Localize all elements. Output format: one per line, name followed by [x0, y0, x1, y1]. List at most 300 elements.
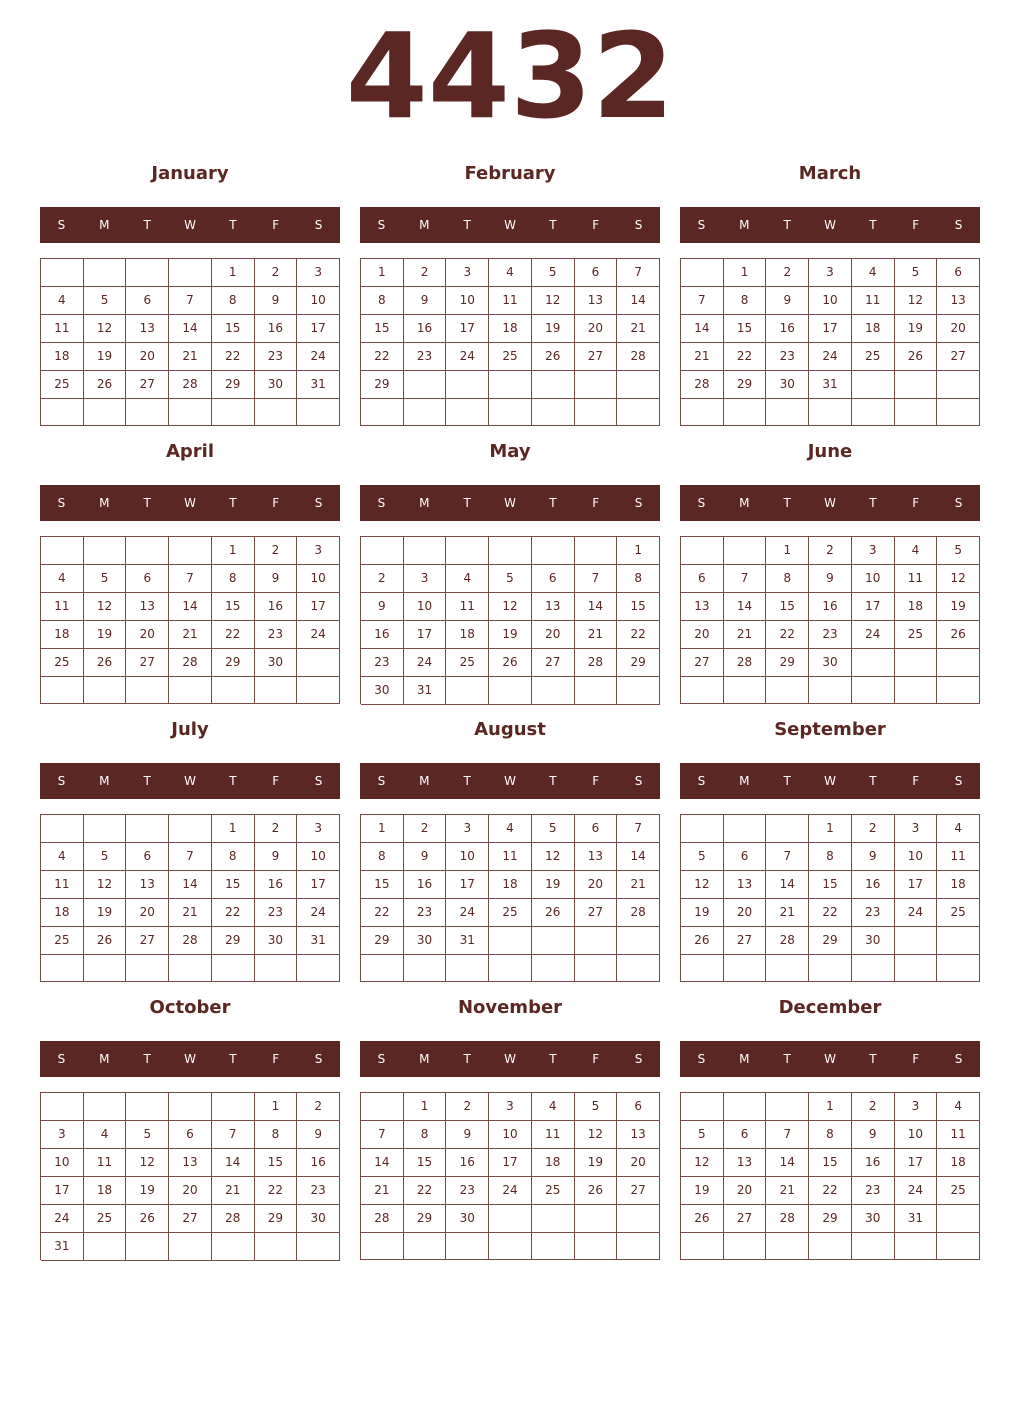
- empty-day-cell: [212, 1093, 255, 1121]
- empty-day-cell: [297, 1233, 340, 1261]
- empty-day-cell: [617, 1233, 660, 1260]
- day-cell: 29: [809, 927, 852, 955]
- day-cell: 8: [404, 1121, 447, 1149]
- empty-day-cell: [169, 537, 212, 565]
- day-cell: 25: [895, 621, 938, 649]
- weekday-label: S: [697, 496, 706, 510]
- empty-day-cell: [297, 677, 340, 704]
- day-cell: 19: [532, 315, 575, 343]
- day-cell: 16: [255, 871, 298, 899]
- day-cell: 2: [361, 565, 404, 593]
- empty-day-cell: [84, 537, 127, 565]
- day-cell: 4: [84, 1121, 127, 1149]
- month-name: March: [798, 163, 862, 184]
- weekday-header: [360, 763, 660, 799]
- day-cell: 30: [404, 927, 447, 955]
- empty-day-cell: [41, 955, 84, 982]
- day-cell: 4: [532, 1093, 575, 1121]
- day-cell: 15: [766, 593, 809, 621]
- weekday-label: S: [314, 774, 323, 788]
- empty-day-cell: [895, 649, 938, 677]
- day-cell: 2: [297, 1093, 340, 1121]
- day-cell: 17: [489, 1149, 532, 1177]
- day-cell: 3: [895, 1093, 938, 1121]
- weekday-label: F: [592, 218, 600, 232]
- weekday-label: S: [634, 218, 643, 232]
- day-cell: 25: [41, 649, 84, 677]
- day-cell: 13: [681, 593, 724, 621]
- weekday-label: M: [419, 496, 430, 510]
- day-cell: 3: [852, 537, 895, 565]
- weekday-label: F: [912, 774, 920, 788]
- empty-day-cell: [617, 677, 660, 705]
- day-cell: 4: [41, 843, 84, 871]
- day-cell: 19: [532, 871, 575, 899]
- day-cell: 18: [489, 871, 532, 899]
- empty-day-cell: [895, 955, 938, 982]
- empty-day-cell: [169, 815, 212, 843]
- month-name: January: [151, 163, 229, 184]
- day-cell: 7: [766, 1121, 809, 1149]
- day-cell: 19: [937, 593, 980, 621]
- day-cell: 2: [255, 259, 298, 287]
- day-cell: 21: [361, 1177, 404, 1205]
- day-cell: 10: [895, 1121, 938, 1149]
- day-cell: 28: [681, 371, 724, 399]
- day-cell: 14: [169, 871, 212, 899]
- empty-day-cell: [895, 1233, 938, 1260]
- day-cell: 28: [766, 927, 809, 955]
- weekday-label: W: [824, 1052, 836, 1066]
- day-cell: 15: [212, 593, 255, 621]
- day-cell: 16: [809, 593, 852, 621]
- day-cell: 1: [255, 1093, 298, 1121]
- day-cell: 24: [297, 621, 340, 649]
- day-cell: 14: [361, 1149, 404, 1177]
- weekday-label: S: [57, 1052, 66, 1066]
- day-cell: 2: [404, 259, 447, 287]
- empty-day-cell: [126, 1233, 169, 1261]
- day-grid: [680, 814, 980, 982]
- day-cell: 7: [361, 1121, 404, 1149]
- day-cell: 13: [126, 593, 169, 621]
- empty-day-cell: [681, 1233, 724, 1260]
- day-cell: 2: [852, 815, 895, 843]
- day-cell: 13: [575, 287, 618, 315]
- day-cell: 28: [575, 649, 618, 677]
- day-cell: 29: [212, 371, 255, 399]
- day-cell: 16: [361, 621, 404, 649]
- day-cell: 29: [212, 649, 255, 677]
- empty-day-cell: [126, 955, 169, 982]
- weekday-label: S: [697, 218, 706, 232]
- day-cell: 11: [489, 287, 532, 315]
- day-cell: 17: [895, 1149, 938, 1177]
- day-cell: 31: [446, 927, 489, 955]
- empty-day-cell: [489, 399, 532, 426]
- day-cell: 13: [937, 287, 980, 315]
- day-cell: 17: [852, 593, 895, 621]
- day-cell: 1: [724, 259, 767, 287]
- day-cell: 5: [84, 843, 127, 871]
- day-cell: 13: [575, 843, 618, 871]
- day-cell: 6: [681, 565, 724, 593]
- day-cell: 28: [617, 899, 660, 927]
- empty-day-cell: [84, 259, 127, 287]
- empty-day-cell: [41, 677, 84, 704]
- day-cell: 15: [361, 315, 404, 343]
- day-cell: 1: [766, 537, 809, 565]
- empty-day-cell: [446, 1233, 489, 1260]
- day-cell: 25: [937, 1177, 980, 1205]
- empty-day-cell: [532, 537, 575, 565]
- empty-day-cell: [852, 371, 895, 399]
- empty-day-cell: [575, 927, 618, 955]
- weekday-label: T: [229, 496, 237, 510]
- day-cell: 8: [809, 843, 852, 871]
- empty-day-cell: [446, 677, 489, 705]
- weekday-header: [360, 1041, 660, 1077]
- day-cell: 23: [809, 621, 852, 649]
- day-cell: 23: [766, 343, 809, 371]
- empty-day-cell: [809, 1233, 852, 1260]
- day-cell: 18: [41, 621, 84, 649]
- weekday-label: S: [634, 774, 643, 788]
- day-cell: 24: [297, 899, 340, 927]
- day-cell: 10: [41, 1149, 84, 1177]
- weekday-label: T: [549, 774, 557, 788]
- day-grid: [360, 258, 660, 426]
- day-cell: 12: [575, 1121, 618, 1149]
- day-cell: 19: [126, 1177, 169, 1205]
- day-cell: 23: [852, 899, 895, 927]
- day-cell: 15: [212, 315, 255, 343]
- day-cell: 6: [126, 843, 169, 871]
- empty-day-cell: [809, 677, 852, 704]
- month-name: April: [165, 441, 215, 462]
- day-grid: [40, 536, 340, 704]
- day-cell: 1: [809, 1093, 852, 1121]
- empty-day-cell: [84, 1093, 127, 1121]
- day-cell: 8: [361, 287, 404, 315]
- day-cell: 30: [766, 371, 809, 399]
- day-cell: 22: [255, 1177, 298, 1205]
- empty-day-cell: [255, 1233, 298, 1261]
- day-cell: 7: [617, 815, 660, 843]
- day-cell: 26: [681, 1205, 724, 1233]
- weekday-label: S: [377, 774, 386, 788]
- day-cell: 24: [446, 899, 489, 927]
- day-cell: 6: [126, 565, 169, 593]
- day-cell: 4: [852, 259, 895, 287]
- day-cell: 14: [169, 315, 212, 343]
- weekday-label: W: [504, 1052, 516, 1066]
- weekday-label: T: [783, 774, 791, 788]
- day-cell: 26: [489, 649, 532, 677]
- day-cell: 10: [895, 843, 938, 871]
- day-cell: 1: [809, 815, 852, 843]
- weekday-label: W: [504, 774, 516, 788]
- empty-day-cell: [169, 677, 212, 704]
- empty-day-cell: [84, 815, 127, 843]
- day-cell: 9: [297, 1121, 340, 1149]
- month-name: October: [149, 997, 231, 1018]
- weekday-label: T: [783, 218, 791, 232]
- day-cell: 11: [446, 593, 489, 621]
- day-cell: 18: [937, 1149, 980, 1177]
- day-cell: 31: [895, 1205, 938, 1233]
- day-cell: 7: [169, 843, 212, 871]
- weekday-label: T: [869, 496, 877, 510]
- weekday-label: M: [99, 218, 110, 232]
- empty-day-cell: [937, 649, 980, 677]
- empty-day-cell: [681, 677, 724, 704]
- day-cell: 28: [724, 649, 767, 677]
- weekday-header: [360, 207, 660, 243]
- day-cell: 28: [766, 1205, 809, 1233]
- day-cell: 28: [361, 1205, 404, 1233]
- weekday-label: S: [314, 218, 323, 232]
- day-cell: 28: [617, 343, 660, 371]
- day-cell: 25: [41, 371, 84, 399]
- day-cell: 25: [852, 343, 895, 371]
- day-cell: 20: [532, 621, 575, 649]
- month-name: June: [807, 441, 853, 462]
- day-cell: 12: [681, 871, 724, 899]
- day-cell: 5: [126, 1121, 169, 1149]
- day-cell: 25: [84, 1205, 127, 1233]
- empty-day-cell: [255, 399, 298, 426]
- day-cell: 26: [681, 927, 724, 955]
- day-cell: 14: [575, 593, 618, 621]
- day-cell: 31: [41, 1233, 84, 1261]
- day-cell: 3: [297, 537, 340, 565]
- empty-day-cell: [617, 927, 660, 955]
- day-cell: 11: [852, 287, 895, 315]
- day-cell: 17: [297, 315, 340, 343]
- weekday-label: S: [377, 218, 386, 232]
- day-cell: 4: [937, 815, 980, 843]
- empty-day-cell: [766, 1233, 809, 1260]
- day-cell: 17: [297, 593, 340, 621]
- empty-day-cell: [41, 537, 84, 565]
- day-cell: 6: [937, 259, 980, 287]
- day-grid: [360, 1092, 660, 1260]
- empty-day-cell: [404, 955, 447, 982]
- day-cell: 12: [126, 1149, 169, 1177]
- weekday-label: S: [57, 774, 66, 788]
- day-cell: 27: [126, 927, 169, 955]
- day-cell: 16: [766, 315, 809, 343]
- empty-day-cell: [724, 537, 767, 565]
- day-cell: 16: [852, 871, 895, 899]
- day-cell: 21: [169, 899, 212, 927]
- empty-day-cell: [852, 649, 895, 677]
- day-cell: 22: [361, 343, 404, 371]
- day-cell: 11: [489, 843, 532, 871]
- empty-day-cell: [575, 399, 618, 426]
- weekday-label: T: [143, 774, 151, 788]
- day-cell: 29: [809, 1205, 852, 1233]
- day-cell: 1: [361, 815, 404, 843]
- day-cell: 19: [895, 315, 938, 343]
- day-cell: 22: [724, 343, 767, 371]
- day-cell: 27: [126, 649, 169, 677]
- day-cell: 18: [895, 593, 938, 621]
- weekday-header: [40, 207, 340, 243]
- day-cell: 19: [575, 1149, 618, 1177]
- empty-day-cell: [681, 815, 724, 843]
- empty-day-cell: [489, 1233, 532, 1260]
- empty-day-cell: [617, 955, 660, 982]
- day-cell: 24: [809, 343, 852, 371]
- day-cell: 7: [212, 1121, 255, 1149]
- day-cell: 9: [255, 287, 298, 315]
- day-cell: 13: [169, 1149, 212, 1177]
- empty-day-cell: [489, 927, 532, 955]
- month-name: September: [774, 719, 886, 740]
- empty-day-cell: [532, 677, 575, 705]
- day-cell: 20: [169, 1177, 212, 1205]
- day-cell: 9: [852, 1121, 895, 1149]
- day-cell: 18: [532, 1149, 575, 1177]
- empty-day-cell: [617, 1205, 660, 1233]
- day-cell: 29: [724, 371, 767, 399]
- weekday-label: T: [463, 218, 471, 232]
- day-cell: 8: [766, 565, 809, 593]
- day-cell: 5: [681, 843, 724, 871]
- day-cell: 10: [446, 287, 489, 315]
- day-cell: 13: [617, 1121, 660, 1149]
- empty-day-cell: [681, 259, 724, 287]
- day-cell: 5: [681, 1121, 724, 1149]
- day-cell: 6: [575, 815, 618, 843]
- weekday-label: S: [954, 774, 963, 788]
- day-cell: 2: [766, 259, 809, 287]
- day-cell: 9: [404, 287, 447, 315]
- weekday-label: M: [419, 1052, 430, 1066]
- day-cell: 5: [84, 287, 127, 315]
- empty-day-cell: [681, 399, 724, 426]
- empty-day-cell: [766, 815, 809, 843]
- empty-day-cell: [404, 1233, 447, 1260]
- day-cell: 25: [532, 1177, 575, 1205]
- day-cell: 6: [575, 259, 618, 287]
- day-cell: 12: [84, 315, 127, 343]
- month-name: July: [171, 719, 209, 740]
- day-cell: 6: [724, 1121, 767, 1149]
- day-cell: 12: [532, 843, 575, 871]
- empty-day-cell: [212, 1233, 255, 1261]
- day-cell: 30: [446, 1205, 489, 1233]
- year-title: 4432: [345, 7, 675, 145]
- day-cell: 19: [84, 899, 127, 927]
- day-cell: 24: [41, 1205, 84, 1233]
- weekday-header: [680, 1041, 980, 1077]
- weekday-label: W: [184, 1052, 196, 1066]
- day-cell: 26: [532, 343, 575, 371]
- empty-day-cell: [446, 399, 489, 426]
- day-cell: 20: [126, 343, 169, 371]
- weekday-label: M: [739, 774, 750, 788]
- day-cell: 8: [212, 287, 255, 315]
- day-cell: 19: [84, 621, 127, 649]
- day-cell: 27: [575, 343, 618, 371]
- day-cell: 3: [489, 1093, 532, 1121]
- day-cell: 23: [255, 621, 298, 649]
- empty-day-cell: [575, 677, 618, 705]
- empty-day-cell: [937, 371, 980, 399]
- day-cell: 9: [852, 843, 895, 871]
- day-cell: 26: [575, 1177, 618, 1205]
- month-name: November: [457, 997, 563, 1018]
- day-cell: 9: [361, 593, 404, 621]
- day-cell: 4: [895, 537, 938, 565]
- weekday-label: M: [99, 774, 110, 788]
- day-cell: 16: [404, 871, 447, 899]
- empty-day-cell: [532, 399, 575, 426]
- weekday-header: [40, 1041, 340, 1077]
- weekday-label: M: [739, 496, 750, 510]
- day-grid: [680, 1092, 980, 1260]
- empty-day-cell: [895, 677, 938, 704]
- empty-day-cell: [895, 371, 938, 399]
- empty-day-cell: [126, 1093, 169, 1121]
- day-cell: 20: [681, 621, 724, 649]
- weekday-label: S: [634, 496, 643, 510]
- day-cell: 6: [724, 843, 767, 871]
- weekday-label: M: [739, 1052, 750, 1066]
- day-cell: 16: [255, 315, 298, 343]
- day-cell: 24: [895, 1177, 938, 1205]
- day-cell: 3: [297, 815, 340, 843]
- day-cell: 5: [489, 565, 532, 593]
- empty-day-cell: [575, 537, 618, 565]
- weekday-label: T: [869, 1052, 877, 1066]
- day-cell: 17: [446, 871, 489, 899]
- weekday-label: F: [912, 1052, 920, 1066]
- day-cell: 17: [297, 871, 340, 899]
- empty-day-cell: [126, 815, 169, 843]
- day-cell: 25: [41, 927, 84, 955]
- day-grid: [680, 258, 980, 426]
- empty-day-cell: [297, 955, 340, 982]
- day-cell: 16: [852, 1149, 895, 1177]
- day-cell: 27: [724, 927, 767, 955]
- weekday-label: S: [954, 496, 963, 510]
- day-cell: 10: [297, 843, 340, 871]
- empty-day-cell: [724, 677, 767, 704]
- weekday-label: M: [419, 218, 430, 232]
- day-cell: 3: [404, 565, 447, 593]
- day-cell: 22: [212, 621, 255, 649]
- day-cell: 15: [617, 593, 660, 621]
- day-cell: 30: [361, 677, 404, 705]
- day-cell: 27: [681, 649, 724, 677]
- day-cell: 31: [297, 927, 340, 955]
- day-cell: 20: [724, 899, 767, 927]
- day-cell: 10: [852, 565, 895, 593]
- day-cell: 8: [212, 843, 255, 871]
- empty-day-cell: [297, 399, 340, 426]
- empty-day-cell: [212, 955, 255, 982]
- weekday-label: F: [592, 496, 600, 510]
- empty-day-cell: [724, 955, 767, 982]
- day-cell: 1: [212, 815, 255, 843]
- day-cell: 18: [41, 899, 84, 927]
- day-cell: 11: [84, 1149, 127, 1177]
- weekday-label: W: [184, 218, 196, 232]
